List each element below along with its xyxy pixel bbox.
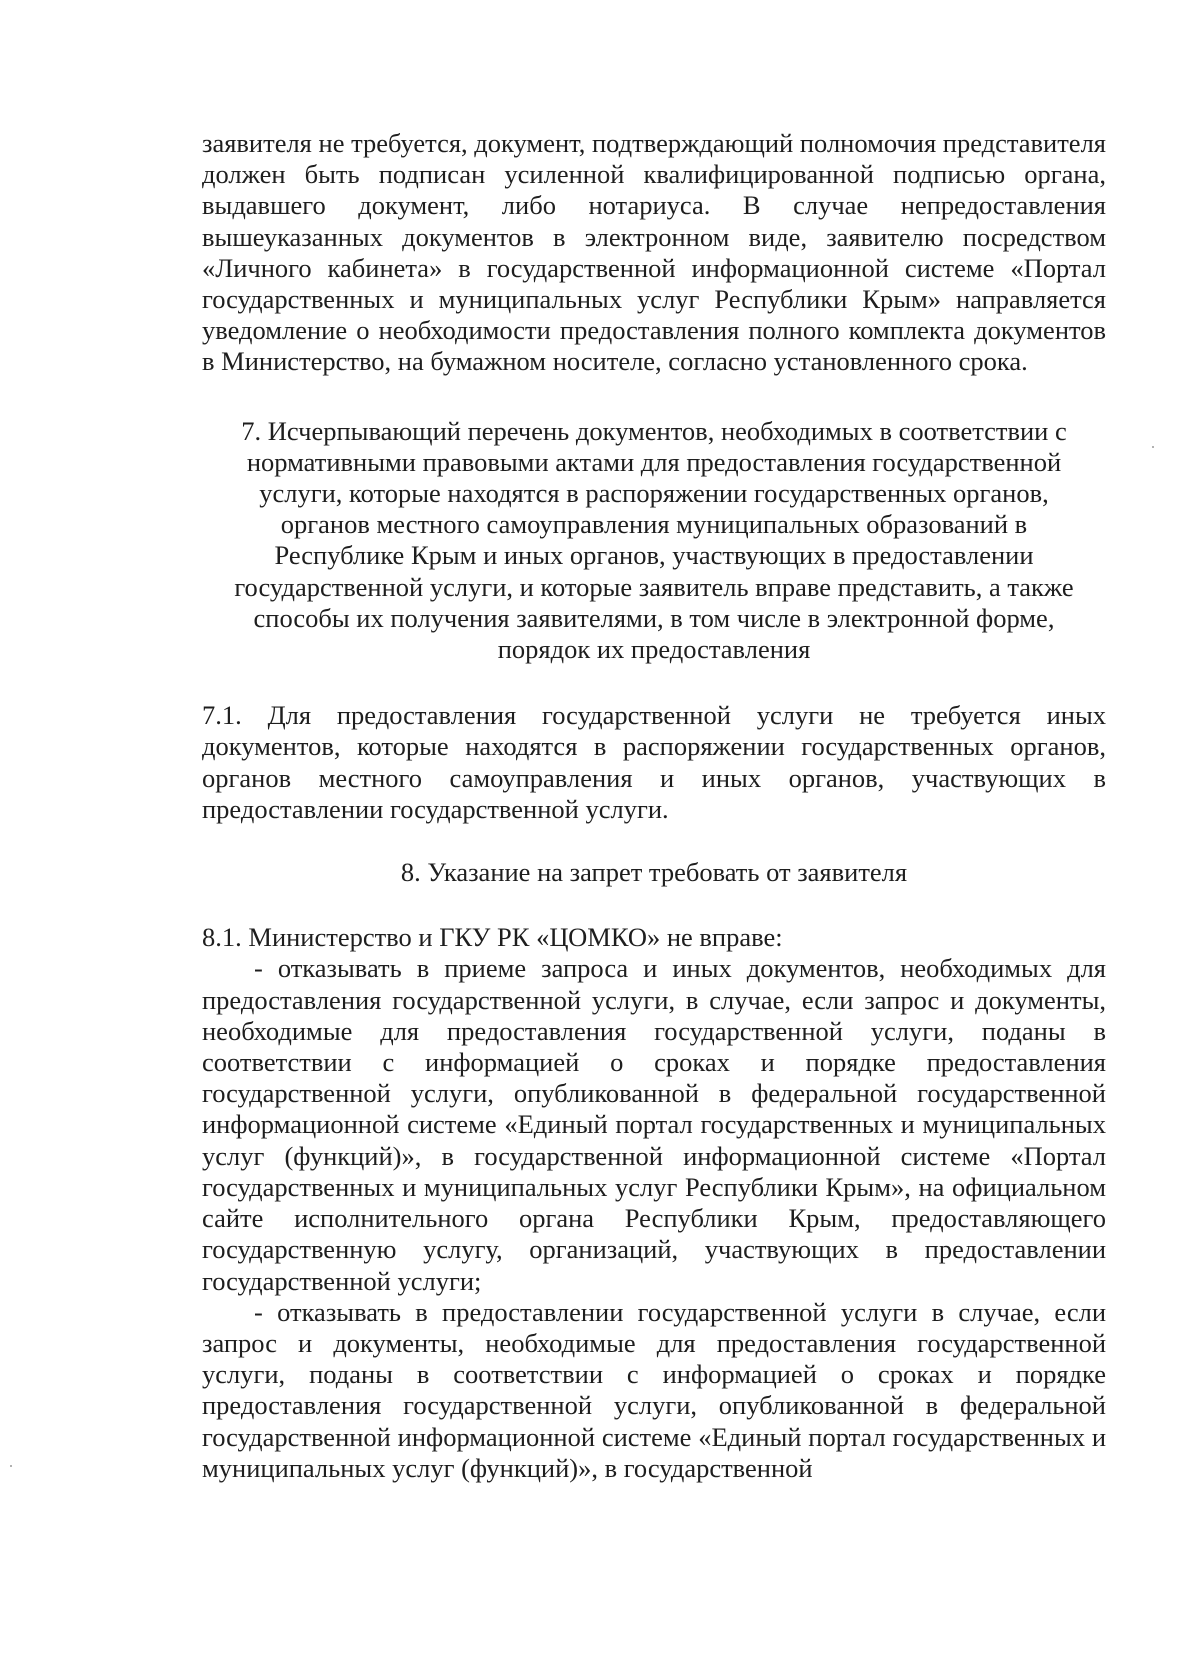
continuation-paragraph: заявителя не требуется, документ, подтверждающий полномочия представителя должен быть подписан усиленной квалифицированной подписью органа, выдавшего документ, либо нотариуса. В случае непредоставления вышеуказанных документов в электронном виде, заявителю посредством «Личного кабинета» в государственной информационной системе «Портал государственных и муниципальных услуг Республики Крым» направляется уведомление о необходимости предоставления полного комплекта документов в Министерство, на бумажном носителе, согласно установленного срока. (202, 128, 1106, 377)
document-body (202, 128, 1106, 1484)
section-7-heading: 7. Исчерпывающий перечень документов, необходимых в соответствии с нормативными правовыми актами для предоставления государственной услуги, которые находятся в распоряжении государственных органов, органов местного самоуправления муниципальных образований в Республике Крым и иных органов, участвующих в предоставлении государственной услуги, и которые заявитель вправе представить, а также способы их получения заявителями, в том числе в электронной форме, порядок их предоставления (234, 415, 1074, 665)
scan-speck (10, 1465, 12, 1467)
scan-speck (1152, 446, 1154, 448)
list-item-refuse-acceptance: - отказывать в приеме запроса и иных документов, необходимых для предоставления государственной услуги, в случае, если запрос и документы, необходимые для предоставления государственной услуги, поданы в соответствии с информацией о сроках и порядке предоставления государственной услуги, опубликованной в федеральной государственной информационной системе «Единый портал государственных и муниципальных услуг (функций)», в государственной информационной системе «Портал государственных и муниципальных услуг Республики Крым», на официальном сайте исполнительного органа Республики Крым, предоставляющего государственную услугу, организаций, участвующих в предоставлении государственной услуги; (202, 953, 1106, 1296)
list-item-refuse-provision: - отказывать в предоставлении государственной услуги в случае, если запрос и документы, необходимые для предоставления государственной услуги, поданы в соответствии с информацией о сроках и порядке предоставления государственной услуги, опубликованной в федеральной государственной информационной системе «Единый портал государственных и муниципальных услуг (функций)», в государственной (202, 1296, 1106, 1483)
section-8-heading: 8. Указание на запрет требовать от заявителя (400, 857, 908, 888)
paragraph-8-1: 8.1. Министерство и ГКУ РК «ЦОМКО» не вправе: (202, 922, 783, 953)
paragraph-7-1: 7.1. Для предоставления государственной услуги не требуется иных документов, которые находятся в распоряжении государственных органов, органов местного самоуправления и иных органов, участвующих в предоставлении государственной услуги. (202, 700, 1106, 824)
